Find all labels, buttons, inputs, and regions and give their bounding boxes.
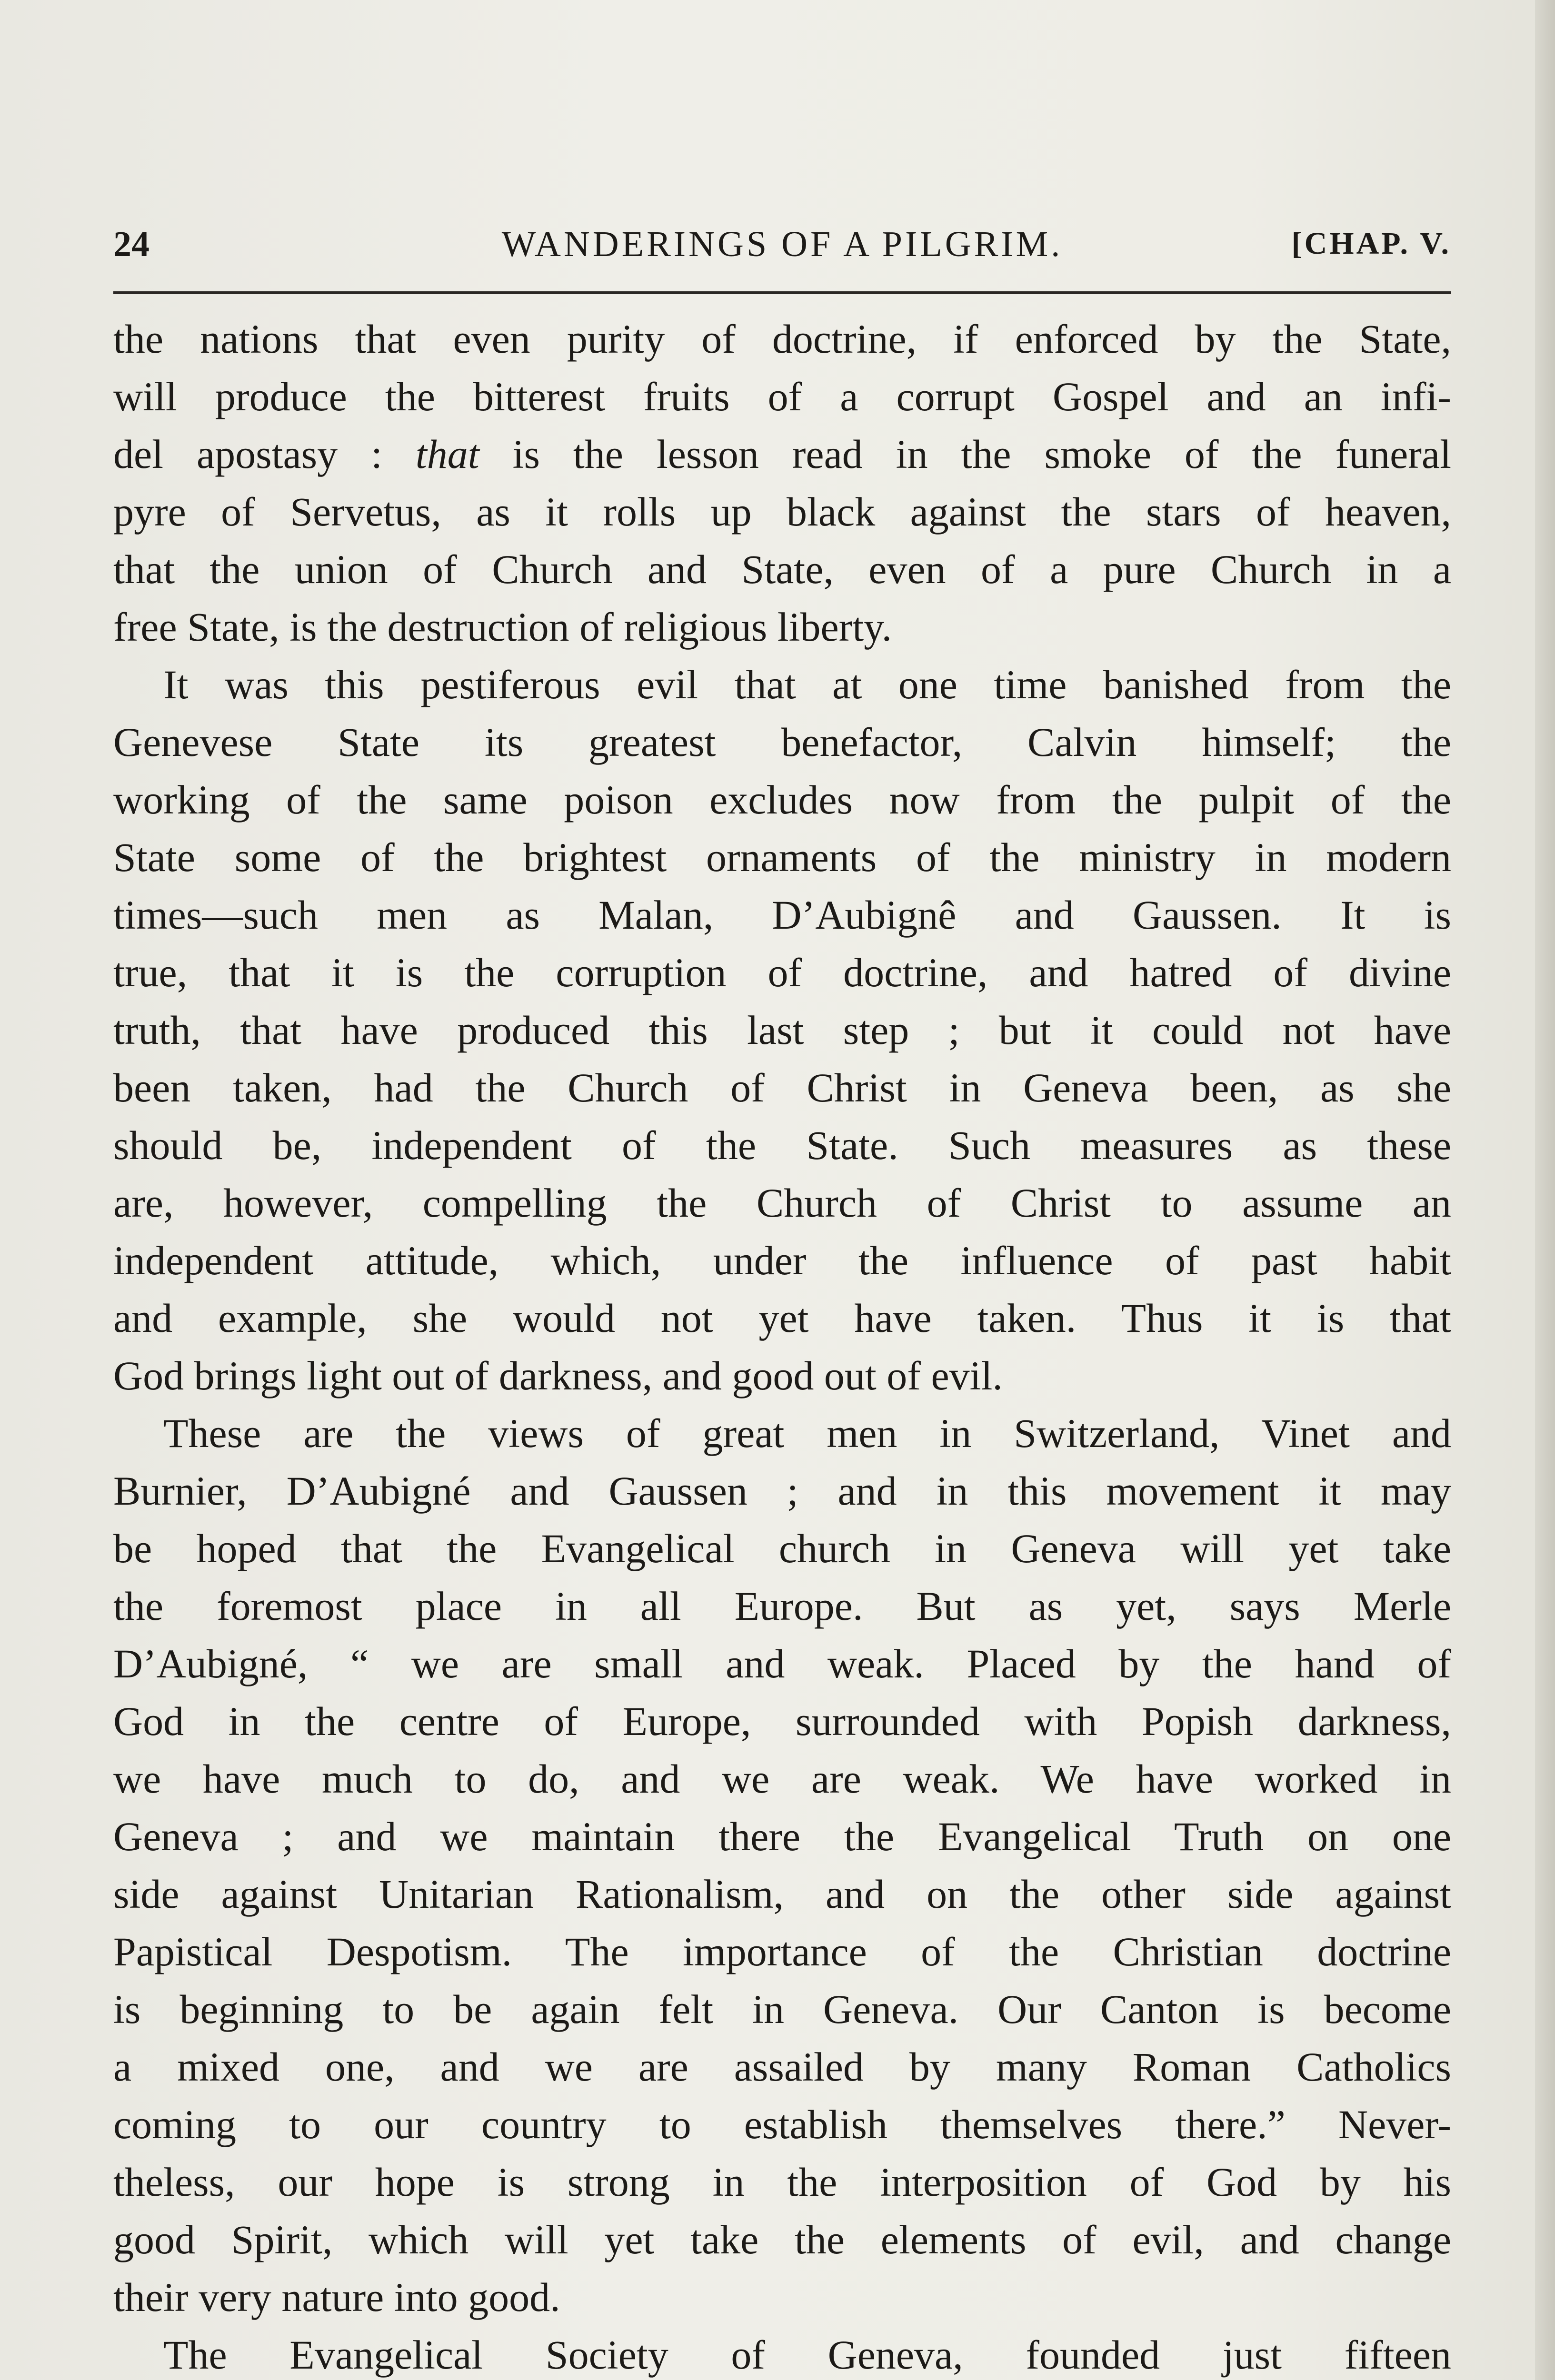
text-line: we have much to do, and we are weak. We have worked in — [113, 1756, 1451, 1802]
text-fragment: is the lesson read in the smoke of the funeral — [479, 431, 1451, 477]
page-number: 24 — [113, 224, 150, 264]
paragraph-start-line: These are the views of great men in Switzerland, Vinet and — [163, 1410, 1451, 1456]
text-line: State some of the brightest ornaments of the ministry in modern — [113, 834, 1451, 880]
paragraph-start-line: It was this pestiferous evil that at one time banished from the — [163, 662, 1451, 707]
text-line: Genevese State its greatest benefactor, Calvin himself; the — [113, 719, 1451, 765]
text-line: the nations that even purity of doctrine, if enforced by the State, — [113, 316, 1451, 362]
text-line: God in the centre of Europe, surrounded with Popish darkness, — [113, 1698, 1451, 1744]
text-line: truth, that have produced this last step ; but it could not have — [113, 1007, 1451, 1053]
text-line: will produce the bitterest fruits of a corrupt Gospel and an infi- — [113, 374, 1451, 419]
text-line: is beginning to be again felt in Geneva. Our Canton is become — [113, 1986, 1451, 2032]
emphasized-word: that — [415, 431, 479, 477]
paragraph-start-line: The Evangelical Society of Geneva, founded just fifteen — [163, 2332, 1451, 2378]
text-line: working of the same poison excludes now from the pulpit of the — [113, 777, 1451, 823]
running-header — [113, 224, 1451, 276]
text-line: Geneva ; and we maintain there the Evangelical Truth on one — [113, 1814, 1451, 1859]
text-line — [113, 426, 1451, 483]
text-line: been taken, had the Church of Christ in Geneva been, as she — [113, 1065, 1451, 1111]
paragraph-end-line: God brings light out of darkness, and good out of evil. — [113, 1353, 1003, 1398]
text-line: and example, she would not yet have taken. Thus it is that — [113, 1295, 1451, 1341]
text-line: Burnier, D’Aubigné and Gaussen ; and in this movement it may — [113, 1468, 1451, 1514]
body-text — [113, 310, 1451, 2380]
text-line: side against Unitarian Rationalism, and on the other side against — [113, 1871, 1451, 1917]
text-line: independent attitude, which, under the influence of past habit — [113, 1238, 1451, 1283]
chapter-reference: [CHAP. V. — [1291, 226, 1451, 261]
text-line: D’Aubigné, “ we are small and weak. Placed by the hand of — [113, 1641, 1451, 1686]
text-line: Papistical Despotism. The importance of the Christian doctrine — [113, 1929, 1451, 1974]
paragraph-end-line: free State, is the destruction of religious liberty. — [113, 604, 892, 650]
text-line: pyre of Servetus, as it rolls up black against the stars of heaven, — [113, 489, 1451, 535]
text-line: coming to our country to establish themselves there.” Never- — [113, 2102, 1451, 2147]
header-rule — [113, 291, 1451, 294]
text-line: a mixed one, and we are assailed by many Roman Catholics — [113, 2044, 1451, 2090]
page-edge-shadow — [1535, 0, 1555, 2380]
running-title: WANDERINGS OF A PILGRIM. — [501, 224, 1063, 264]
paragraph-end-line: their very nature into good. — [113, 2274, 560, 2320]
text-line: should be, independent of the State. Such measures as these — [113, 1122, 1451, 1168]
text-line: true, that it is the corruption of doctrine, and hatred of divine — [113, 950, 1451, 995]
text-line: theless, our hope is strong in the interposition of God by his — [113, 2159, 1451, 2205]
text-line: the foremost place in all Europe. But as yet, says Merle — [113, 1583, 1451, 1629]
text-line: good Spirit, which will yet take the elements of evil, and change — [113, 2217, 1451, 2262]
text-line: that the union of Church and State, even of a pure Church in a — [113, 546, 1451, 592]
text-line: are, however, compelling the Church of Christ to assume an — [113, 1180, 1451, 1226]
text-fragment: del apostasy : — [113, 431, 416, 477]
text-line: times—such men as Malan, D’Aubignê and Gaussen. It is — [113, 892, 1451, 938]
text-line: be hoped that the Evangelical church in Geneva will yet take — [113, 1526, 1451, 1571]
